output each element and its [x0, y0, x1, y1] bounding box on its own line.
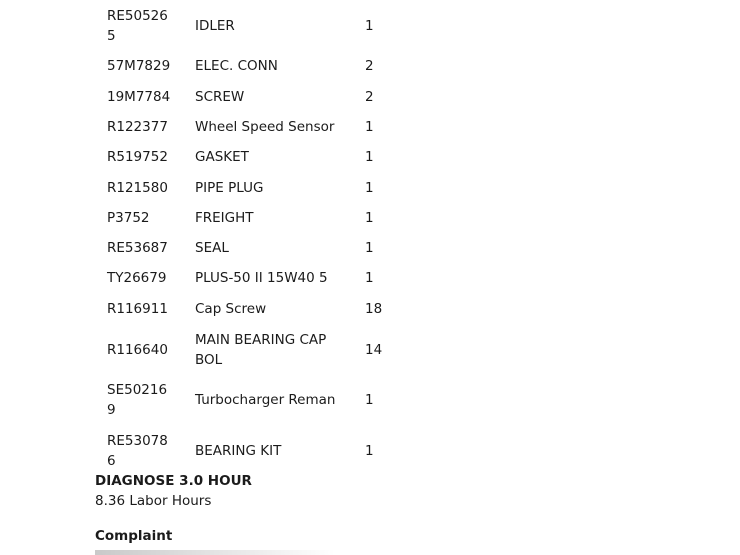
table-row — [95, 324, 405, 375]
description-cell-line: GASKET — [195, 149, 249, 165]
part-number-cell — [95, 112, 195, 142]
table-row — [95, 172, 405, 203]
part-number-cell-line: P3752 — [107, 210, 150, 226]
quantity-cell-line: 1 — [365, 442, 374, 459]
table-row — [95, 0, 405, 51]
part-number-cell-line: R122377 — [107, 119, 168, 135]
description-cell-line: BOL — [195, 351, 223, 368]
description-cell — [195, 112, 365, 142]
quantity-cell — [365, 51, 405, 81]
table-row — [95, 425, 405, 476]
table-row — [95, 203, 405, 233]
quantity-cell-line: 2 — [365, 58, 374, 74]
quantity-cell-line: 1 — [365, 17, 374, 34]
part-number-cell-line: 5 — [107, 27, 116, 44]
description-cell-line: Wheel Speed Sensor — [195, 119, 335, 135]
part-number-cell — [95, 233, 195, 263]
quantity-cell — [365, 375, 405, 425]
part-number-cell — [95, 293, 195, 324]
description-cell-line: BEARING KIT — [195, 442, 282, 459]
part-number-cell-line: SE50216 — [107, 382, 168, 398]
quantity-cell-line: 1 — [365, 210, 374, 226]
description-cell — [195, 293, 365, 324]
description-cell — [195, 172, 365, 203]
part-number-cell — [95, 375, 195, 425]
part-number-cell — [95, 142, 195, 172]
description-cell-line: Turbocharger Reman — [195, 392, 336, 408]
part-number-cell-line: R121580 — [107, 179, 168, 196]
description-cell-line: Cap Screw — [195, 300, 267, 317]
description-cell — [195, 263, 365, 293]
table-row — [95, 112, 405, 142]
parts-table — [95, 0, 405, 476]
quantity-cell — [365, 112, 405, 142]
part-number-cell — [95, 425, 195, 476]
table-row — [95, 142, 405, 172]
quantity-cell-line: 14 — [365, 341, 383, 358]
part-number-cell-line: RE53687 — [107, 240, 168, 256]
quantity-cell-line: 1 — [365, 179, 374, 196]
table-row — [95, 81, 405, 112]
part-number-cell — [95, 324, 195, 375]
description-cell — [195, 142, 365, 172]
table-row — [95, 263, 405, 293]
quantity-cell-line: 1 — [365, 240, 374, 256]
table-row — [95, 51, 405, 81]
part-number-cell-line: R519752 — [107, 149, 168, 165]
part-number-cell-line: 19M7784 — [107, 88, 171, 105]
part-number-cell-line: R116911 — [107, 300, 168, 317]
cut-off-text-line — [95, 550, 335, 555]
description-cell — [195, 203, 365, 233]
part-number-cell-line: RE50526 — [107, 7, 168, 24]
part-number-cell — [95, 81, 195, 112]
quantity-cell-line: 1 — [365, 270, 374, 286]
quantity-cell-line: 1 — [365, 392, 374, 408]
part-number-cell-line: 57M7829 — [107, 58, 171, 74]
description-cell — [195, 375, 365, 425]
part-number-cell — [95, 0, 195, 51]
part-number-cell-line: TY26679 — [107, 270, 167, 286]
description-cell-line: FREIGHT — [195, 210, 254, 226]
quantity-cell — [365, 293, 405, 324]
quantity-cell — [365, 233, 405, 263]
quantity-cell — [365, 203, 405, 233]
quantity-cell — [365, 263, 405, 293]
description-cell-line: IDLER — [195, 17, 235, 34]
quantity-cell — [365, 0, 405, 51]
quantity-cell-line: 18 — [365, 300, 383, 317]
description-cell — [195, 324, 365, 375]
quantity-cell-line: 1 — [365, 149, 374, 165]
description-cell-line: SEAL — [195, 240, 229, 256]
labor-hours: 8.36 Labor Hours — [95, 493, 212, 509]
part-number-cell — [95, 203, 195, 233]
table-row — [95, 293, 405, 324]
part-number-cell-line: 9 — [107, 402, 116, 418]
table-row — [95, 375, 405, 425]
quantity-cell-line: 2 — [365, 88, 374, 105]
parts-table-body — [95, 0, 405, 476]
description-cell-line: PLUS-50 II 15W40 5 — [195, 270, 328, 286]
description-cell — [195, 0, 365, 51]
part-number-cell-line: R116640 — [107, 341, 168, 358]
quantity-cell — [365, 81, 405, 112]
quantity-cell-line: 1 — [365, 119, 374, 135]
part-number-cell — [95, 172, 195, 203]
description-cell — [195, 233, 365, 263]
description-cell-line: SCREW — [195, 88, 245, 105]
quantity-cell — [365, 172, 405, 203]
part-number-cell — [95, 263, 195, 293]
description-cell-line: ELEC. CONN — [195, 58, 278, 74]
part-number-cell-line: 6 — [107, 452, 116, 469]
description-cell — [195, 51, 365, 81]
quantity-cell — [365, 324, 405, 375]
part-number-cell-line: RE53078 — [107, 432, 168, 449]
description-cell — [195, 425, 365, 476]
complaint-heading: Complaint — [95, 528, 173, 544]
quantity-cell — [365, 425, 405, 476]
quantity-cell — [365, 142, 405, 172]
job-title: DIAGNOSE 3.0 HOUR — [95, 473, 252, 489]
description-cell-line: MAIN BEARING CAP — [195, 331, 327, 348]
part-number-cell — [95, 51, 195, 81]
table-row — [95, 233, 405, 263]
description-cell — [195, 81, 365, 112]
description-cell-line: PIPE PLUG — [195, 179, 264, 196]
